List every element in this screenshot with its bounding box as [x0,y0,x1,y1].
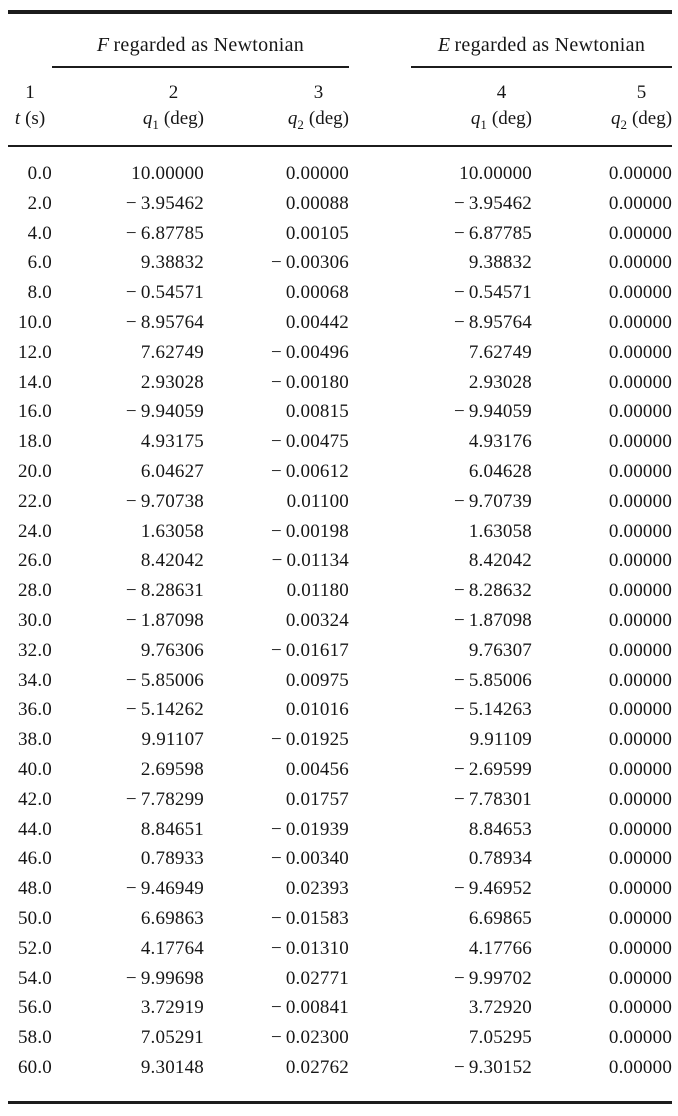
column-gap-cell [349,755,411,785]
table-cell: 24.0 [17,520,52,542]
column-header-q2-e [532,67,672,146]
column-symbol [288,105,349,132]
table-cell: 0.00000 [608,878,673,900]
table-cell: 18.0 [17,431,52,453]
column-gap-cell [349,964,411,994]
symbol-unit: (deg) [631,108,673,129]
table-cell: 0.00000 [608,341,673,363]
column-gap-cell [349,67,411,146]
table-cell: − 8.28632 [453,580,533,602]
column-header-q2-f [204,67,349,146]
column-gap-cell [349,517,411,547]
symbol-q: q [287,108,298,129]
table-cell: 9.91107 [141,729,204,751]
table-row [8,904,672,934]
table-cell: 0.00975 [285,669,350,691]
column-gap-cell [349,785,411,815]
symbol-q: q [142,108,153,129]
table-cell: 60.0 [8,1053,52,1102]
table-row [8,219,672,249]
table-cell: 0.00000 [608,1027,673,1049]
symbol-unit: (s) [25,108,46,129]
table-cell: − 8.95764 [453,311,533,333]
table-cell: − 0.02300 [270,1027,350,1049]
table-cell: 0.00815 [285,401,350,423]
table-cell: − 7.78299 [125,788,204,810]
table-cell: 8.84651 [140,818,204,840]
column-gap-cell [349,695,411,725]
column-number: 4 [496,82,507,103]
table-cell: 54.0 [17,967,52,989]
table-row [8,427,672,457]
table-row [8,278,672,308]
table-cell: − 2.69599 [453,758,533,780]
group-label-f [97,34,304,56]
table-row [8,146,672,189]
column-header-q1-e [411,67,532,146]
table-cell: 0.00000 [608,431,673,453]
group-label-e [438,34,645,56]
table-cell: − 0.01583 [270,907,350,929]
table-cell: 50.0 [17,907,52,929]
table-cell: 0.00000 [608,669,673,691]
table-cell: 0.00000 [608,699,673,721]
table-row [8,248,672,278]
table-row [8,517,672,547]
table-cell: 0.00456 [285,758,350,780]
table-cell: 2.93028 [140,371,204,393]
column-gap-cell [349,189,411,219]
table-cell: 2.69598 [140,758,204,780]
table-cell: 3.72920 [468,997,533,1019]
column-gap-cell [349,666,411,696]
table-cell: − 0.00340 [270,848,350,870]
table-cell: − 9.46952 [453,878,533,900]
table-cell: 38.0 [17,729,52,751]
table-cell: 0.00000 [608,460,673,482]
column-gap-cell [349,219,411,249]
table-cell: − 8.28631 [125,580,204,602]
table-cell: 0.00324 [285,609,350,631]
column-gap-cell [349,338,411,368]
column-gap-cell [349,606,411,636]
symbol-q: q [470,108,481,129]
table-cell: − 3.95462 [453,192,533,214]
column-gap-cell [349,546,411,576]
column-gap-cell [349,934,411,964]
table-cell: − 0.00180 [270,371,350,393]
table-cell: 1.63058 [468,520,533,542]
table-cell: 4.93175 [140,431,204,453]
column-gap-cell [349,844,411,874]
table-cell: 28.0 [17,580,52,602]
table-cell: 4.17764 [140,937,204,959]
column-gap-cell [349,278,411,308]
table-cell: − 0.01939 [270,818,350,840]
table-cell: − 0.01310 [270,937,350,959]
table-cell: 0.00105 [285,222,350,244]
table-cell: 0.02393 [285,878,350,900]
column-gap-cell [349,146,411,189]
symbol-sub: 2 [620,116,627,132]
column-gap-cell [349,725,411,755]
column-gap-cell [349,308,411,338]
table-row [8,189,672,219]
table-row [8,576,672,606]
table-cell: 6.69863 [140,907,204,929]
table-cell: − 5.85006 [125,669,204,691]
table-cell: 0.00000 [608,818,673,840]
table-cell: 40.0 [17,758,52,780]
column-gap-cell [349,368,411,398]
table-cell: 4.17766 [468,937,533,959]
table-cell: 9.76307 [468,639,533,661]
table-body [8,146,672,1102]
symbol-sub: 2 [297,116,304,132]
group-header-e-newtonian [411,12,672,67]
table-cell: − 0.54571 [453,282,533,304]
table-cell: 56.0 [17,997,52,1019]
table-cell: 0.00000 [608,937,673,959]
table-row [8,785,672,815]
column-symbol [611,105,672,132]
table-cell: 0.00000 [608,163,673,184]
symbol-unit: (deg) [308,108,350,129]
table-cell: 8.42042 [140,550,204,572]
table-cell: 0.00442 [285,311,350,333]
table-cell: 0.00000 [608,967,673,989]
table-cell: 0.01100 [286,490,350,512]
table-cell: 16.0 [17,401,52,423]
table-row [8,874,672,904]
table-cell: 0.00000 [608,609,673,631]
table-cell: − 3.95462 [125,192,204,214]
column-gap-cell [349,576,411,606]
table-cell: 2.93028 [468,371,533,393]
table-cell: 7.62749 [468,341,533,363]
table-cell: 0.01757 [285,788,350,810]
table-row [8,487,672,517]
column-gap-cell [349,815,411,845]
table-cell: 10.0 [17,311,52,333]
table-cell: − 5.14263 [453,699,533,721]
table-cell: 32.0 [17,639,52,661]
table-cell: − 9.30152 [411,1053,532,1102]
table-cell: 0.00000 [532,1053,672,1102]
column-symbol [143,105,204,132]
table-cell: 0.00000 [608,401,673,423]
table-cell: 20.0 [17,460,52,482]
table-cell: 0.00000 [608,192,673,214]
column-gap-cell [349,904,411,934]
column-header-row [8,67,672,146]
table-row [8,308,672,338]
table-cell: − 9.94059 [453,401,533,423]
group-text-f: regarded as Newtonian [113,34,305,56]
table-cell: 0.00000 [608,907,673,929]
table-cell: 7.05291 [140,1027,204,1049]
group-header-row [8,12,672,67]
column-gap-cell [349,427,411,457]
table-row [8,546,672,576]
column-gap-cell [349,1023,411,1053]
table-cell: 42.0 [17,788,52,810]
table-cell: 0.02771 [285,967,350,989]
table-cell: − 9.94059 [125,401,204,423]
table-cell: 7.62749 [140,341,204,363]
table-cell: − 6.87785 [125,222,204,244]
table-cell: − 0.00612 [270,460,350,482]
column-gap-cell [349,457,411,487]
column-symbol [471,105,532,132]
table-cell: 10.00000 [459,163,533,184]
table-cell: 6.04628 [468,460,533,482]
column-gap-cell [349,874,411,904]
table-cell: 0.02762 [204,1053,349,1102]
table-cell: − 9.70738 [125,490,204,512]
table-cell: 9.30148 [52,1053,204,1102]
table-cell: 1.63058 [140,520,204,542]
column-number: 2 [168,82,179,103]
table-cell: 48.0 [17,878,52,900]
table-cell: − 8.95764 [125,311,204,333]
table-cell: 8.42042 [468,550,533,572]
table-cell: − 0.01134 [271,550,350,572]
symbol-unit: (deg) [491,108,533,129]
table-row [8,397,672,427]
table-cell: 0.00000 [608,490,673,512]
table-cell: 0.00000 [608,550,673,572]
table-row [8,338,672,368]
table-cell: 0.78934 [468,848,533,870]
table-cell: 0.00000 [608,788,673,810]
group-letter-f: F [96,34,110,56]
table-cell: 9.38832 [468,252,533,274]
table-cell: 0.00088 [285,192,350,214]
table-cell: 6.0 [27,252,52,274]
table-cell: 9.91109 [469,729,533,751]
column-gap-cell [349,993,411,1023]
table-cell: − 6.87785 [453,222,533,244]
table-cell: 26.0 [17,550,52,572]
table-cell: 0.00068 [285,282,350,304]
table-row [8,1053,672,1102]
table-cell: 58.0 [17,1027,52,1049]
table-cell: 0.00000 [608,848,673,870]
table-cell: 0.00000 [608,222,673,244]
data-table [8,10,672,1104]
table-row [8,457,672,487]
column-gap-cell [349,248,411,278]
table-row [8,725,672,755]
table-cell: − 0.01617 [270,639,350,661]
table-row [8,666,672,696]
table-cell: 0.00000 [608,580,673,602]
table-cell: 22.0 [17,490,52,512]
group-header-f-newtonian [52,12,349,67]
table-cell: − 7.78301 [453,788,533,810]
table-cell: 0.00000 [608,520,673,542]
table-cell: − 1.87098 [125,609,204,631]
column-gap-cell [349,12,411,67]
table-cell: − 9.46949 [125,878,204,900]
table-row [8,755,672,785]
table-cell: 3.72919 [140,997,204,1019]
table-cell: 4.93176 [468,431,533,453]
table-cell: 8.84653 [468,818,533,840]
table-cell: 0.00000 [608,282,673,304]
table-cell: 0.0 [27,163,52,184]
table-cell: − 0.00306 [270,252,350,274]
table-row [8,993,672,1023]
table-cell: 0.00000 [285,163,350,184]
table-cell: − 0.01925 [270,729,350,751]
table-cell: − 0.00841 [270,997,350,1019]
table-row [8,695,672,725]
table-header [8,12,672,146]
table-cell: 9.76306 [140,639,204,661]
group-header-empty-cell [8,12,52,67]
table-row [8,934,672,964]
table-cell: 0.00000 [608,311,673,333]
symbol-sub: 1 [480,116,487,132]
table-cell: 12.0 [17,341,52,363]
table-cell: 46.0 [17,848,52,870]
table-row [8,844,672,874]
table-row [8,368,672,398]
group-letter-e: E [437,34,451,56]
table-cell: 6.69865 [468,907,533,929]
symbol-q: q [610,108,621,129]
table-cell: 0.78933 [140,848,204,870]
table-cell: 10.00000 [131,163,204,184]
table-cell: − 0.54571 [125,282,204,304]
table-row [8,1023,672,1053]
column-number: 5 [636,82,647,103]
symbol-unit: (deg) [163,108,204,129]
table-row [8,815,672,845]
table-cell: 6.04627 [140,460,204,482]
table-cell: 0.00000 [608,997,673,1019]
table-cell: − 5.85006 [453,669,533,691]
symbol-t: t [14,108,21,129]
table-cell: − 9.99698 [125,967,204,989]
table-cell: 14.0 [17,371,52,393]
column-gap-cell [349,397,411,427]
table-cell: 0.01016 [285,699,350,721]
table-cell: 30.0 [17,609,52,631]
group-text-e: regarded as Newtonian [454,34,646,56]
column-header-q1-f [52,67,204,146]
column-gap-cell [349,1053,411,1102]
table-cell: 2.0 [27,192,52,214]
table-cell: 36.0 [17,699,52,721]
symbol-sub: 1 [152,116,159,132]
table-cell: 0.00000 [608,252,673,274]
table-row [8,964,672,994]
table-cell: 7.05295 [468,1027,533,1049]
table-cell: − 9.70739 [453,490,533,512]
column-symbol [15,105,45,132]
table-cell: 9.38832 [140,252,204,274]
table-cell: 0.00000 [608,639,673,661]
table-cell: 0.00000 [608,371,673,393]
table-cell: − 0.00496 [270,341,350,363]
table-cell: 8.0 [27,282,52,304]
table-cell: 0.01180 [286,580,350,602]
table-cell: − 1.87098 [453,609,533,631]
table-cell: 4.0 [27,222,52,244]
table-cell: 52.0 [17,937,52,959]
table-cell: − 0.00475 [270,431,350,453]
column-gap-cell [349,636,411,666]
table-row [8,636,672,666]
table-cell: − 0.00198 [270,520,350,542]
table-cell: − 5.14262 [125,699,204,721]
table-cell: 0.00000 [608,729,673,751]
column-number: 3 [313,82,324,103]
column-gap-cell [349,487,411,517]
table-row [8,606,672,636]
table-cell: 0.00000 [608,758,673,780]
table-cell: 44.0 [17,818,52,840]
table-cell: 34.0 [17,669,52,691]
column-number: 1 [25,82,35,103]
table-cell: − 9.99702 [453,967,533,989]
column-header-t [8,67,52,146]
